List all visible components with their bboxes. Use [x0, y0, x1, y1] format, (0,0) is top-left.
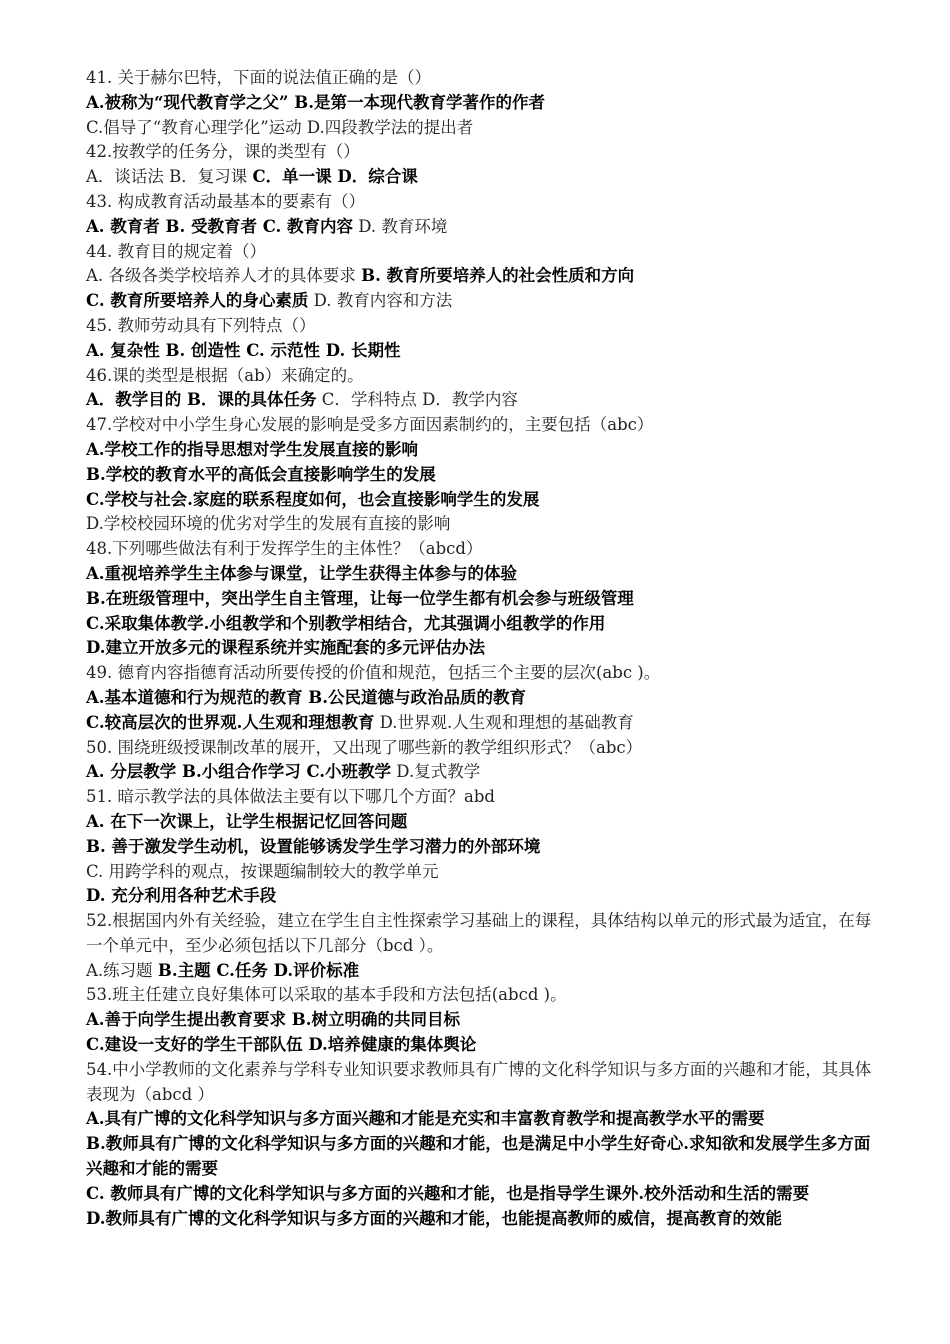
text-line — [86, 413, 886, 438]
text-line — [86, 1058, 886, 1108]
question-text: 42.按教学的任务分，课的类型有（） — [86, 142, 360, 162]
question-text: 45. 教师劳动具有下列特点（） — [86, 315, 316, 335]
text-line — [86, 1107, 886, 1132]
text-line — [86, 91, 886, 116]
question-text: 52.根据国内外有关经验，建立在学生自主性探索学习基础上的课程，具体结构以单元的形式最为适宜，在每一个单元中，至少必须包括以下几部分（bcd ）。 — [86, 911, 872, 955]
question-text: 51. 暗示教学法的具体做法主要有以下哪几个方面？abd — [86, 787, 495, 807]
document-page — [86, 66, 886, 1231]
question-text: 44. 教育目的规定着（） — [86, 241, 266, 261]
question-text: C.倡导了“教育心理学化”运动 D.四段教学法的提出者 — [86, 117, 474, 137]
text-line — [86, 686, 886, 711]
text-line — [86, 314, 886, 339]
text-line — [86, 463, 886, 488]
text-line — [86, 884, 886, 909]
question-text: 43. 构成教育活动最基本的要素有（） — [86, 191, 365, 211]
text-line — [86, 165, 886, 190]
answer-text: D.教师具有广博的文化科学知识与多方面的兴趣和才能，也能提高教师的威信，提高教育的效能 — [86, 1208, 782, 1228]
question-text: D. 教育内容和方法 — [308, 291, 453, 311]
text-line — [86, 537, 886, 562]
answer-text: A. 分层教学 B.小组合作学习 C.小班教学 — [86, 762, 392, 782]
text-line — [86, 661, 886, 686]
text-line — [86, 909, 886, 959]
text-line — [86, 711, 886, 736]
answer-text: D. 充分利用各种艺术手段 — [86, 886, 277, 906]
text-line — [86, 190, 886, 215]
text-line — [86, 215, 886, 240]
answer-text: C．单一课 D．综合课 — [252, 167, 418, 187]
question-text: 48.下列哪些做法有利于发挥学生的主体性？（abcd） — [86, 539, 483, 559]
text-line — [86, 289, 886, 314]
answer-text: C.较高层次的世界观.人生观和理想教育 — [86, 712, 375, 732]
question-text: D.复式教学 — [391, 762, 481, 782]
answer-text: B.教师具有广博的文化科学知识与多方面的兴趣和才能，也是满足中小学生好奇心.求知欲和发展学生多方面兴趣和才能的需要 — [86, 1134, 871, 1179]
question-text: C. 用跨学科的观点，按课题编制较大的教学单元 — [86, 861, 439, 881]
answer-text: B. 教育所要培养人的社会性质和方向 — [361, 266, 635, 286]
answer-text: A.基本道德和行为规范的教育 B.公民道德与政治品质的教育 — [86, 687, 526, 707]
question-text: D.世界观.人生观和理想的基础教育 — [374, 712, 634, 732]
text-line — [86, 364, 886, 389]
text-line — [86, 388, 886, 413]
answer-text: A.重视培养学生主体参与课堂，让学生获得主体参与的体验 — [86, 563, 518, 583]
answer-text: B.在班级管理中，突出学生自主管理，让每一位学生都有机会参与班级管理 — [86, 588, 634, 608]
text-line — [86, 1008, 886, 1033]
answer-text: A．教学目的 B．课的具体任务 — [86, 390, 317, 410]
answer-text: C. 教育所要培养人的身心素质 — [86, 291, 309, 311]
text-line — [86, 66, 886, 91]
text-line — [86, 835, 886, 860]
text-line — [86, 1132, 886, 1182]
answer-text: A.学校工作的指导思想对学生发展直接的影响 — [86, 439, 419, 459]
text-line — [86, 959, 886, 984]
text-line — [86, 562, 886, 587]
text-line — [86, 810, 886, 835]
question-text: 54.中小学教师的文化素养与学科专业知识要求教师具有广博的文化科学知识与多方面的兴趣和才能，其具体表现为（abcd ） — [86, 1059, 872, 1104]
answer-text: C.采取集体教学.小组教学和个别教学相结合，尤其强调小组教学的作用 — [86, 613, 606, 633]
text-line — [86, 785, 886, 810]
text-line — [86, 240, 886, 265]
question-text: 41. 关于赫尔巴特，下面的说法值正确的是（） — [86, 68, 431, 87]
answer-text: A.被称为“现代教育学之父” B.是第一本现代教育学著作的作者 — [86, 92, 545, 112]
text-line — [86, 736, 886, 761]
question-text: C．学科特点 D．教学内容 — [316, 390, 518, 410]
answer-text: C.学校与社会.家庭的联系程度如何，也会直接影响学生的发展 — [86, 489, 540, 509]
question-text: 46.课的类型是根据（ab）来确定的。 — [86, 365, 364, 385]
question-text: 47.学校对中小学生身心发展的影响是受多方面因素制约的，主要包括（abc） — [86, 415, 654, 435]
answer-text: B.学校的教育水平的高低会直接影响学生的发展 — [86, 464, 436, 484]
text-line — [86, 264, 886, 289]
answer-text: A. 教育者 B. 受教育者 C. 教育内容 — [86, 216, 354, 236]
question-text: 53.班主任建立良好集体可以采取的基本手段和方法包括(abcd )。 — [86, 985, 567, 1005]
answer-text: A.具有广博的文化科学知识与多方面兴趣和才能是充实和丰富教育教学和提高教学水平的需要 — [86, 1109, 765, 1129]
answer-text: A.善于向学生提出教育要求 B.树立明确的共同目标 — [86, 1010, 460, 1030]
text-line — [86, 760, 886, 785]
text-line — [86, 983, 886, 1008]
text-line — [86, 860, 886, 885]
text-line — [86, 116, 886, 141]
answer-text: C.建设一支好的学生干部队伍 D.培养健康的集体舆论 — [86, 1035, 477, 1055]
question-text: 50. 围绕班级授课制改革的展开，又出现了哪些新的教学组织形式？（abc） — [86, 737, 643, 757]
text-line — [86, 488, 886, 513]
answer-text: D.建立开放多元的课程系统并实施配套的多元评估办法 — [86, 638, 485, 658]
answer-text: B. 善于激发学生动机，设置能够诱发学生学习潜力的外部环境 — [86, 836, 541, 856]
question-text: A. 各级各类学校培养人才的具体要求 — [86, 266, 362, 286]
answer-text: B.主题 C.任务 D.评价标准 — [157, 960, 360, 980]
question-text: 49. 德育内容指德育活动所要传授的价值和规范，包括三个主要的层次(abc )。 — [86, 663, 661, 683]
text-line — [86, 1033, 886, 1058]
text-line — [86, 636, 886, 661]
text-line — [86, 438, 886, 463]
text-line — [86, 1182, 886, 1207]
text-line — [86, 1207, 886, 1232]
text-line — [86, 587, 886, 612]
answer-text: A. 在下一次课上，让学生根据记忆回答问题 — [86, 811, 408, 831]
text-line — [86, 612, 886, 637]
answer-text: A. 复杂性 B. 创造性 C. 示范性 D. 长期性 — [86, 340, 401, 360]
text-line — [86, 339, 886, 364]
question-text: D. 教育环境 — [353, 216, 448, 236]
text-line — [86, 140, 886, 165]
text-line — [86, 512, 886, 537]
answer-text: C. 教师具有广博的文化科学知识与多方面的兴趣和才能，也是指导学生课外.校外活动和生活的需要 — [86, 1183, 810, 1203]
question-text: A．谈话法 B．复习课 — [86, 167, 253, 187]
question-text: A.练习题 — [86, 960, 158, 980]
question-text: D.学校校园环境的优劣对学生的发展有直接的影响 — [86, 514, 451, 534]
